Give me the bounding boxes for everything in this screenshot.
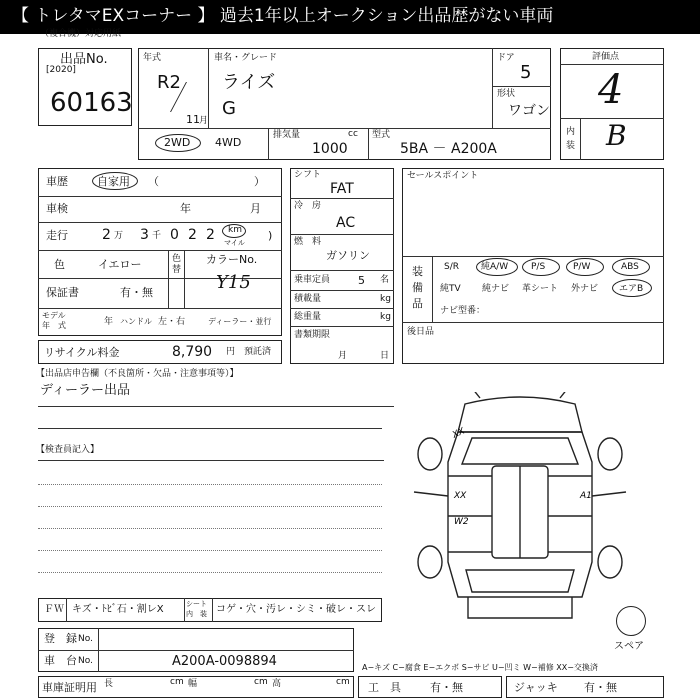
model-year-label-a: モデル — [42, 311, 66, 320]
equip-ext-navi: 外ナビ — [571, 284, 599, 294]
equip-leather: 革シート — [522, 284, 559, 294]
jack-value: 有・無 — [584, 681, 617, 694]
mileage-d3: 0 — [170, 227, 179, 243]
color-change-a: 色 — [172, 254, 182, 264]
lot-year-tag: [2020] — [46, 65, 76, 75]
fw-text2: コゲ・穴・汚レ・シミ・破レ・スレ — [216, 604, 376, 615]
equip-aw: 純A/W — [481, 262, 509, 272]
chassis-value: A200A-0098894 — [172, 654, 277, 669]
reg-suffix: No. — [78, 634, 93, 644]
history-paren-close: ） — [254, 175, 265, 188]
model-year-label-b: 年 式 — [42, 321, 66, 330]
cert-h: 高 — [272, 679, 282, 689]
equip-navi: 純ナビ — [482, 284, 510, 294]
handle-label: ハンドル — [120, 317, 152, 326]
recycle-note: 預託済 — [244, 347, 272, 357]
fuel-value: ガソリン — [326, 249, 370, 262]
seller-notes-value: ディーラー出品 — [40, 383, 130, 398]
handle-value: 左・右 — [158, 317, 186, 327]
diagram-mark-4: XX — [454, 491, 467, 501]
cert-cm-3: cm — [336, 677, 350, 687]
color-value: イエロー — [98, 258, 142, 271]
door-label: ドア — [497, 53, 515, 63]
equip-tv: 純TV — [440, 284, 461, 294]
dealer-label: ディーラー・並行 — [208, 317, 272, 326]
score-label: 評価点 — [592, 52, 620, 62]
year-month-unit: 月 — [199, 116, 209, 126]
displacement-label: 排気量 — [273, 130, 301, 140]
mileage-d1: 2 — [102, 227, 111, 243]
seat-label-b: 内 装 — [186, 610, 207, 618]
car-diagram — [410, 392, 630, 628]
drive-2wd: 2WD — [164, 136, 191, 149]
year-month: 11 — [186, 113, 200, 126]
fw-label: ＦＷ — [44, 604, 64, 615]
mileage-km: km — [228, 225, 242, 235]
car-name: ライズ — [222, 72, 276, 93]
mileage-u1: 万 — [114, 231, 124, 241]
model-year-unit: 年 — [104, 317, 114, 327]
color-label: 色 — [54, 258, 65, 271]
mileage-d4: 2 — [188, 227, 197, 243]
color-code: Y15 — [216, 272, 251, 293]
doc-month-unit: 月 — [338, 351, 348, 361]
equip-label-c: 品 — [412, 297, 423, 310]
equip-pw: P/W — [573, 262, 591, 272]
spare-circle — [616, 606, 646, 636]
doc-deadline-label: 書類期限 — [294, 330, 331, 340]
fuel-label: 燃 料 — [294, 237, 322, 247]
mileage-mile: マイル — [224, 239, 245, 247]
inspection-month-unit: 月 — [250, 202, 261, 215]
recycle-label: リサイクル料金 — [44, 346, 120, 359]
history-paren-open: （ — [148, 175, 159, 188]
door-value: 5 — [520, 62, 532, 83]
history-value: 自家用 — [97, 175, 130, 188]
inspector-label: 【検査員記入】 — [36, 445, 100, 455]
equip-label-b: 備 — [412, 281, 423, 294]
interior-label-b: 装 — [566, 141, 576, 151]
year-label: 年式 — [143, 53, 162, 63]
chassis-label: 車 台 — [44, 654, 77, 667]
lot-label: 出品No. — [60, 52, 108, 67]
jack-label: ジャッキ — [514, 681, 558, 694]
cert-w: 幅 — [188, 679, 198, 689]
color-code-label: カラーNo. — [206, 253, 258, 266]
reg-label: 登 録 — [44, 632, 77, 645]
capacity-unit: 名 — [380, 275, 390, 285]
gross-unit: kg — [380, 312, 391, 322]
diagram-mark-1: XX — [451, 426, 467, 441]
post-date-label: 後日品 — [407, 327, 435, 337]
seller-notes-label: 【出品店申告欄（不良箇所・欠品・注意事項等）】 — [36, 369, 239, 379]
cert-label: 車庫証明用 — [42, 681, 97, 694]
aircon-label: 冷 房 — [294, 201, 322, 211]
banner-text: 【 トレタマEXコーナー 】 過去1年以上オークション出品歴がない車両 — [12, 6, 554, 26]
warranty-label: 保証書 — [46, 286, 79, 299]
recycle-amount: 8,790 — [172, 344, 213, 360]
shift-value: FAT — [330, 181, 354, 197]
shift-label: シフト — [294, 170, 322, 180]
damage-legend: A−キズ C−腐食 E−エクボ S−サビ U−凹ミ W−補修 XX−交換済 — [362, 663, 598, 672]
lot-number: 60163 — [50, 88, 133, 118]
shape-value: ワゴン — [508, 103, 550, 119]
displacement-unit: cc — [348, 129, 358, 139]
history-label: 車歴 — [46, 175, 68, 188]
equip-abs: ABS — [621, 262, 639, 272]
load-unit: kg — [380, 294, 391, 304]
seat-label-a: シート — [186, 600, 207, 608]
doc-day-unit: 日 — [380, 351, 390, 361]
tools-value: 有・無 — [430, 681, 463, 694]
inspection-label: 車検 — [46, 202, 68, 215]
tools-label: 工 具 — [368, 681, 401, 694]
equip-label-a: 装 — [412, 265, 423, 278]
detail-block — [38, 168, 282, 336]
equip-ps: P/S — [531, 262, 546, 272]
top-note: （複合機）対応用紙 — [40, 29, 122, 39]
displacement-value: 1000 — [312, 141, 348, 157]
gross-label: 総重量 — [294, 312, 322, 322]
mileage-d5: 2 — [206, 227, 215, 243]
car-grade: G — [222, 98, 236, 119]
diagram-mark-2: W2 — [454, 517, 469, 527]
cert-cm-1: cm — [170, 677, 184, 687]
mileage-paren: ) — [268, 229, 273, 242]
inspection-year-unit: 年 — [180, 202, 191, 215]
model-label: 型式 — [372, 130, 391, 140]
spare-label: スペア — [614, 641, 644, 652]
capacity-value: 5 — [358, 274, 365, 287]
year-era: R2 — [157, 72, 181, 93]
recycle-unit: 円 — [226, 347, 236, 357]
car-name-label: 車名・グレード — [214, 53, 278, 63]
shape-label: 形状 — [497, 89, 516, 99]
interior-label-a: 内 — [566, 127, 576, 137]
capacity-label: 乗車定員 — [294, 275, 331, 285]
diagram-mark-3: A1 — [580, 491, 592, 501]
sales-point-label: セールスポイント — [407, 171, 479, 181]
mileage-d2: 3 — [140, 227, 149, 243]
color-change-b: 替 — [172, 265, 182, 275]
drive-4wd: 4WD — [215, 136, 242, 149]
cert-cm-2: cm — [254, 677, 268, 687]
equip-airbag: エアB — [619, 284, 644, 294]
cert-l: 長 — [104, 679, 114, 689]
fw-text: キズ・ﾄﾋﾞ石・割レX — [72, 604, 164, 615]
model-value: 5BA － A200A — [400, 141, 497, 157]
equip-sr: S/R — [444, 262, 459, 272]
aircon-value: AC — [336, 215, 356, 231]
warranty-value: 有・無 — [120, 286, 153, 299]
equip-navi-model: ナビ型番： — [440, 306, 486, 316]
load-label: 積載量 — [294, 294, 322, 304]
interior-value: B — [606, 119, 627, 152]
mileage-u2: 千 — [152, 231, 162, 241]
chassis-suffix: No. — [78, 656, 93, 666]
mileage-label: 走行 — [46, 229, 68, 242]
score-value: 4 — [598, 67, 624, 113]
